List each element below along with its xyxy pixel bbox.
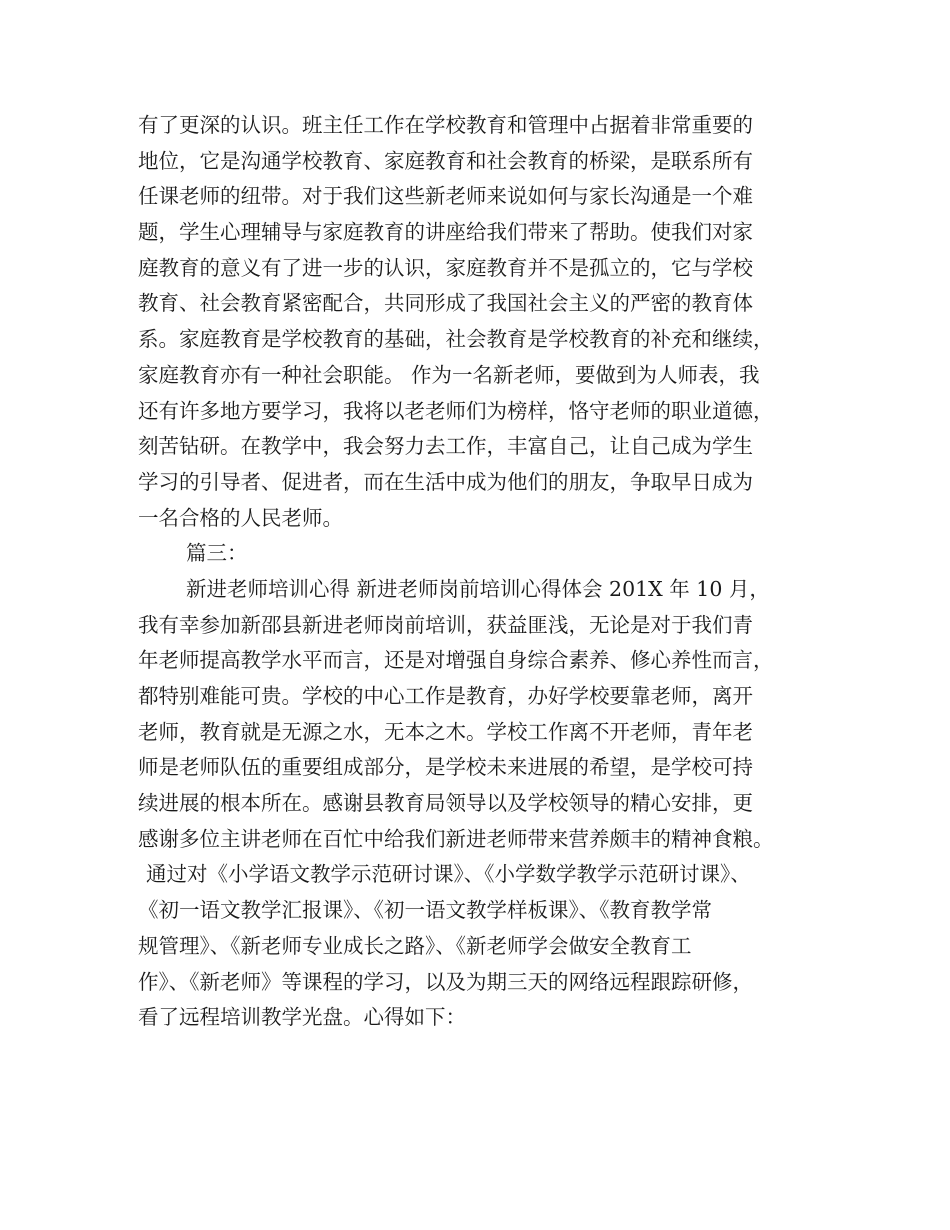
text-line: 《初一语文教学汇报课》、《初一语文教学样板课》、《教育教学常: [138, 898, 712, 923]
text-line: 刻苦钻研。在教学中，我会努力去工作，丰富自己，让自己成为学生: [138, 434, 753, 459]
text-line: 续进展的根本所在。感谢县教育局领导以及学校领导的精心安排，更: [138, 791, 753, 816]
text-line: 通过对《小学语文教学示范研讨课》、《小学数学教学示范研讨课》、: [146, 862, 751, 887]
text-line: 学习的引导者、促进者，而在生活中成为他们的朋友，争取早日成为: [138, 469, 753, 494]
text-line: 有了更深的认识。班主任工作在学校教育和管理中占据着非常重要的: [138, 113, 753, 137]
text-line: 都特别难能可贵。学校的中心工作是教育，办好学校要靠老师，离开: [138, 684, 753, 708]
text-line: 一名合格的人民老师。: [138, 505, 343, 530]
section-heading: 篇三：: [186, 541, 248, 566]
text-line: 地位，它是沟通学校教育、家庭教育和社会教育的桥梁，是联系所有: [138, 148, 753, 173]
text-line: 感谢多位主讲老师在百忙中给我们新进老师带来营养颇丰的精神食粮。: [138, 826, 774, 851]
text-line: 教育、社会教育紧密配合，共同形成了我国社会主义的严密的教育体: [138, 291, 753, 316]
text-line: 庭教育的意义有了进一步的认识，家庭教育并不是孤立的，它与学校: [138, 255, 753, 280]
text-line: 作》、《新老师》等课程的学习，以及为期三天的网络远程跟踪研修，: [138, 969, 753, 994]
text-line: 题，学生心理辅导与家庭教育的讲座给我们带来了帮助。使我们对家: [138, 220, 753, 245]
text-line: 看了远程培训教学光盘。心得如下：: [138, 1005, 466, 1030]
text-line: 老师，教育就是无源之水，无本之木。学校工作离不开老师，青年老: [138, 719, 753, 744]
text-line: 家庭教育亦有一种社会职能。 作为一名新老师，要做到为人师表，我: [138, 362, 760, 387]
text-line: 我有幸参加新邵县新进老师岗前培训，获益匪浅，无论是对于我们青: [138, 612, 753, 637]
text-line: 系。家庭教育是学校教育的基础，社会教育是学校教育的补充和继续，: [138, 327, 774, 352]
text-line: 任课老师的纽带。对于我们这些新老师来说如何与家长沟通是一个难: [138, 184, 753, 209]
text-line: 还有许多地方要学习，我将以老老师们为榜样，恪守老师的职业道德，: [138, 398, 774, 423]
text-line: 师是老师队伍的重要组成部分，是学校未来进展的希望，是学校可持: [138, 755, 753, 780]
text-line: 规管理》、《新老师专业成长之路》、《新老师学会做安全教育工: [138, 933, 692, 958]
text-line: 年老师提高教学水平而言，还是对增强自身综合素养、修心养性而言，: [138, 648, 774, 673]
body-text: [138, 108, 828, 1036]
text-line: 新进老师培训心得 新进老师岗前培训心得体会 201X 年 10 月，: [186, 576, 770, 601]
